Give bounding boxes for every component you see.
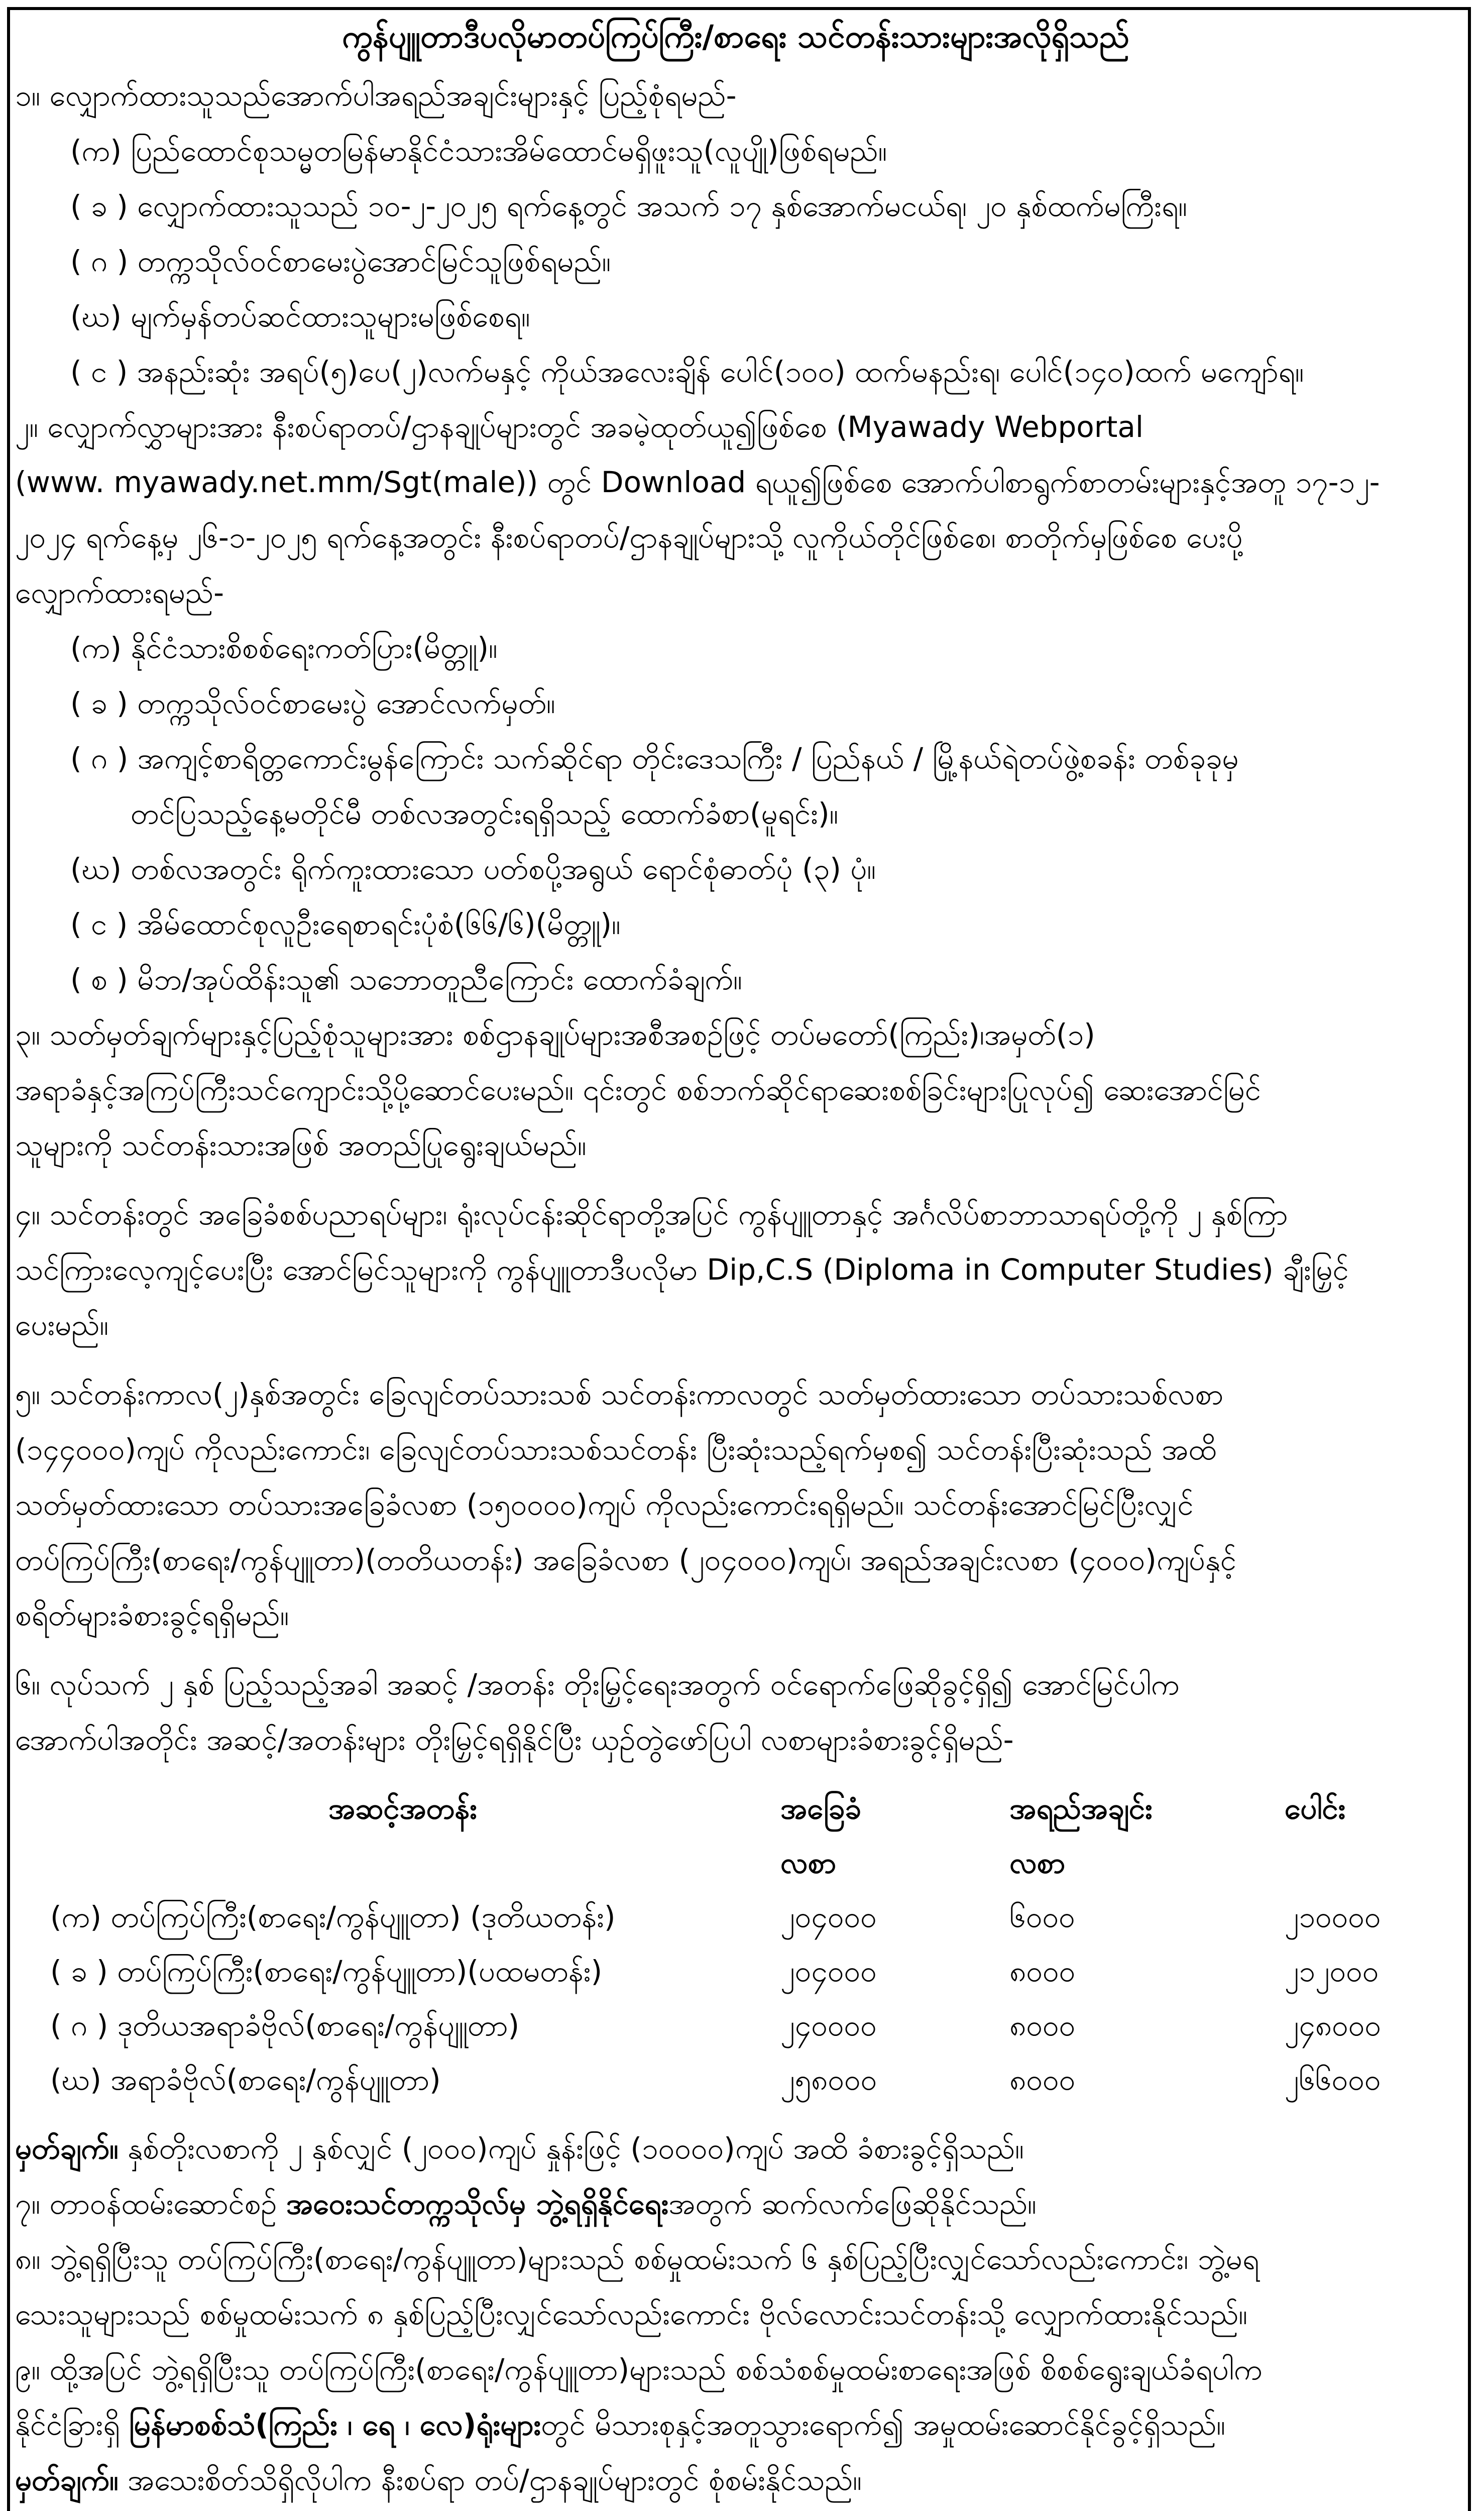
qualification-pay-cell: ၈၀၀၀ [1009, 1954, 1076, 1988]
section-8-line: ၈။ ဘွဲ့ရရှိပြီးသူ တပ်ကြပ်ကြီး(စာရေး/ကွန်ပျူတာ)များသည် စစ်မှုထမ်းသက် ၆ နှစ်ပြည့်ပြီးလျှင်သော်လည်းကောင်း၊ ဘွဲ့မရ [15, 2242, 1260, 2276]
section-5-line: ၅။ သင်တန်းကာလ(၂)နှစ်အတွင်း ခြေလျင်တပ်သားသစ် သင်တန်းကာလတွင် သတ်မှတ်ထားသော တပ်သားသစ်လစာ [15, 1377, 1224, 1411]
section-3-line: ၃။ သတ်မှတ်ချက်များနှင့်ပြည့်စုံသူများအား စစ်ဌာနချုပ်များအစီအစဉ်ဖြင့် တပ်မတော်(ကြည်း)၊အမှတ်(၁) [15, 1017, 1095, 1052]
notice-title: ကွန်ပျူတာဒီပလိုမာတပ်ကြပ်ကြီး/စာရေး သင်တန်းသားများအလိုရှိသည် [342, 18, 1129, 55]
rank-cell: ( ခ ) တပ်ကြပ်ကြီး(စာရေး/ကွန်ပျူတာ)(ပထမတန်း) [50, 1954, 603, 1988]
section-2-line: လျှောက်ထားရမည်- [15, 576, 224, 610]
column-header-rank-sub [50, 1836, 755, 1890]
note-2-text: အသေးစိတ်သိရှိလိုပါက နီးစပ်ရာ တပ်/ဌာနချုပ်များတွင် စုံစမ်းနိုင်သည်။ [118, 2463, 862, 2497]
column-header-basic-sub: လစာ [780, 1846, 836, 1880]
column-header-total: ပေါင်း [1284, 1791, 1346, 1825]
salary-table-header-row-2 [50, 1836, 1381, 1890]
column-header-qualification: အရည်အချင်း [1009, 1791, 1153, 1825]
section-5-line: (၁၄၄၀၀၀)ကျပ် ကိုလည်းကောင်း၊ ခြေလျင်တပ်သားသစ်သင်တန်း ပြီးဆုံးသည့်ရက်မှစ၍ သင်တန်းပြီးဆုံးသည် အထိ [15, 1432, 1217, 1466]
section-5-line: စရိတ်များခံစားခွင့်ရရှိမည်။ [15, 1598, 289, 1632]
note-1-label: မှတ်ချက်။ [15, 2131, 119, 2165]
total-pay-cell: ၂၁၀၀၀၀ [1284, 1900, 1381, 1934]
section-3-line: သူများကို သင်တန်းသားအဖြစ် အတည်ပြုရွေးချယ်မည်။ [15, 1128, 587, 1162]
section-2-item-ga-continued: တင်ပြသည့်နေ့မတိုင်မီ တစ်လအတွင်းရရှိသည့် ထောက်ခံစာ(မူရင်း)။ [131, 796, 839, 831]
column-header-rank: အဆင့်အတန်း [328, 1791, 478, 1825]
basic-pay-cell: ၂၀၄၀၀၀ [780, 1900, 877, 1934]
section-5-line: တပ်ကြပ်ကြီး(စာရေး/ကွန်ပျူတာ)(တတိယတန်း) အခြေခံလစာ (၂၀၄၀၀၀)ကျပ်၊ အရည်အချင်းလစာ (၄၀၀၀)ကျပ်နှင့် [15, 1543, 1237, 1577]
section-9-line: ၉။ ထို့အပြင် ဘွဲ့ရရှိပြီးသူ တပ်ကြပ်ကြီး(စာရေး/ကွန်ပျူတာ)များသည် စစ်သံစစ်မှုထမ်းစာရေးအဖြစ် စိစစ်ရွေးချယ်ခံရပါက [15, 2352, 1263, 2386]
section-2-item-nga: ( င ) အိမ်ထောင်စုလူဦးရေစာရင်းပုံစံ(၆၆/၆)(မိတ္တူ)။ [70, 907, 621, 941]
section-6-line: အောက်ပါအတိုင်း အဆင့်/အတန်းများ တိုးမြှင့်ရရှိနိုင်ပြီး ယှဉ်တွဲဖော်ပြပါ လစာများခံစားခွင့်ရှိမည်- [15, 1723, 1014, 1757]
rank-cell: (ဃ) အရာခံဗိုလ်(စာရေး/ကွန်ပျူတာ) [50, 2063, 441, 2097]
section-1-item-ka: (က) ပြည်ထောင်စုသမ္မတမြန်မာနိုင်ငံသားအိမ်ထောင်မရှိဖူးသူ(လူပျို)ဖြစ်ရမည်။ [70, 134, 887, 168]
salary-table-header-row [50, 1781, 1381, 1836]
total-pay-cell: ၂၁၂၀၀၀ [1284, 1954, 1379, 1988]
section-2-item-ka: (က) နိုင်ငံသားစိစစ်ရေးကတ်ပြား(မိတ္တူ)။ [70, 631, 498, 665]
section-9-line-2 [15, 2397, 1456, 2452]
section-2-item-ga: ( ဂ ) အကျင့်စာရိတ္တကောင်းမွန်ကြောင်း သက်ဆိုင်ရာ တိုင်းဒေသကြီး / ပြည်နယ် / မြို့နယ်ရဲတပ်ဖွဲ့စခန်း တစ်ခုခုမှ [70, 741, 1239, 775]
qualification-pay-cell: ၈၀၀၀ [1009, 2063, 1076, 2097]
notice-content [15, 10, 1456, 2507]
section-6-line: ၆။ လုပ်သက် ၂ နှစ် ပြည့်သည့်အခါ အဆင့် /အတန်း တိုးမြှင့်ရေးအတွက် ဝင်ရောက်ဖြေဆိုခွင့်ရှိ၍ အောင်မြင်ပါက [15, 1667, 1180, 1701]
section-4-line: ပေးမည်။ [15, 1308, 109, 1342]
total-pay-cell: ၂၄၈၀၀၀ [1284, 2008, 1381, 2042]
section-7-post: အတွက် ဆက်လက်ဖြေဆိုနိုင်သည်။ [668, 2187, 1037, 2221]
section-9-pre: နိုင်ငံခြားရှိ [15, 2408, 129, 2442]
section-2-line: ၂။ လျှောက်လွှာများအား နီးစပ်ရာတပ်/ဌာနချုပ်များတွင် အခမဲ့ထုတ်ယူ၍ဖြစ်စေ (Myawady Webportal [15, 410, 1144, 444]
qualification-pay-cell: ၆၀၀၀ [1009, 1900, 1075, 1934]
section-9-bold: မြန်မာစစ်သံ(ကြည်း ၊ ရေ ၊ လေ)ရုံးများ [129, 2408, 541, 2442]
section-1-item-ga: ( ဂ ) တက္ကသိုလ်ဝင်စာမေးပွဲအောင်မြင်သူဖြစ်ရမည်။ [70, 244, 611, 278]
section-2-item-gha: (ဃ) တစ်လအတွင်း ရိုက်ကူးထားသော ပတ်စပို့အရွယ် ရောင်စုံဓာတ်ပုံ (၃) ပုံ။ [70, 852, 876, 886]
note-1-text: နှစ်တိုးလစာကို ၂ နှစ်လျှင် (၂၀၀၀)ကျပ် နှုန်းဖြင့် (၁၀၀၀၀)ကျပ် အထိ ခံစားခွင့်ရှိသည်။ [118, 2131, 1024, 2165]
rank-cell: (က) တပ်ကြပ်ကြီး(စာရေး/ကွန်ပျူတာ) (ဒုတိယတန်း) [50, 1900, 616, 1934]
column-header-basic: အခြေခံ [780, 1791, 861, 1825]
total-pay-cell: ၂၆၆၀၀၀ [1284, 2063, 1381, 2097]
section-8-line: သေးသူများသည် စစ်မှုထမ်းသက် ၈ နှစ်ပြည့်ပြီးလျှင်သော်လည်းကောင်း ဗိုလ်လောင်းသင်တန်းသို့ လျှောက်ထားနိုင်သည်။ [15, 2297, 1247, 2331]
note-2 [15, 2452, 1456, 2507]
salary-table [50, 1781, 1381, 2107]
qualification-pay-cell: ၈၀၀၀ [1009, 2008, 1076, 2042]
table-row [50, 1998, 1381, 2052]
section-7-pre: ၇။ တာဝန်ထမ်းဆောင်စဉ် [15, 2187, 287, 2221]
section-2-line: (www. myawady.net.mm/Sgt(male)) တွင် Download ရယူ၍ဖြစ်စေ အောက်ပါစာရွက်စာတမ်းများနှင့်အတူ ၁၇-၁၂- [15, 465, 1380, 499]
section-4-line: ၄။ သင်တန်းတွင် အခြေခံစစ်ပညာရပ်များ၊ ရုံးလုပ်ငန်းဆိုင်ရာတို့အပြင် ကွန်ပျူတာနှင့် အင်္ဂလိပ်စာဘာသာရပ်တို့ကို ၂ နှစ်ကြာ [15, 1197, 1288, 1231]
table-row [50, 1944, 1381, 1998]
note-1 [15, 2121, 1456, 2176]
section-2-item-sa: ( စ ) မိဘ/အုပ်ထိန်းသူ၏ သဘောတူညီကြောင်း ထောက်ခံချက်။ [70, 962, 742, 996]
section-7-bold: အဝေးသင်တက္ကသိုလ်မှ ဘွဲ့ရရှိနိုင်ရေး [286, 2187, 669, 2221]
table-row [50, 2052, 1381, 2107]
column-header-total-sub [1224, 1836, 1381, 1890]
rank-cell: ( ဂ ) ဒုတိယအရာခံဗိုလ်(စာရေး/ကွန်ပျူတာ) [50, 2008, 520, 2042]
column-header-qualification-sub: လစာ [1009, 1846, 1066, 1880]
section-7 [15, 2176, 1456, 2231]
section-3-line: အရာခံနှင့်အကြပ်ကြီးသင်ကျောင်းသို့ပို့ဆောင်ပေးမည်။ ၎င်းတွင် စစ်ဘက်ဆိုင်ရာဆေးစစ်ခြင်းများပြုလုပ်၍ ဆေးအောင်မြင် [15, 1073, 1262, 1107]
basic-pay-cell: ၂၀၄၀၀၀ [780, 1954, 877, 1988]
section-1-intro: ၁။ လျှောက်ထားသူသည်အောက်ပါအရည်အချင်းများနှင့် ပြည့်စုံရမည်- [15, 78, 737, 112]
section-5-line: သတ်မှတ်ထားသော တပ်သားအခြေခံလစာ (၁၅၀၀၀၀)ကျပ် ကိုလည်းကောင်းရရှိမည်။ သင်တန်းအောင်မြင်ပြီးလျှင် [15, 1488, 1194, 1522]
note-2-label: မှတ်ချက်။ [15, 2463, 119, 2497]
section-1-item-nga: ( င ) အနည်းဆုံး အရပ်(၅)ပေ(၂)လက်မနှင့် ကိုယ်အလေးချိန် ပေါင်(၁၀၀) ထက်မနည်းရ၊ ပေါင်(၁၄၀)ထက် မကျော်ရ။ [70, 355, 1304, 389]
basic-pay-cell: ၂၄၀၀၀၀ [780, 2008, 877, 2042]
section-2-item-kha: ( ခ ) တက္ကသိုလ်ဝင်စာမေးပွဲ အောင်လက်မှတ်။ [70, 686, 555, 720]
section-1-item-gha: (ဃ) မျက်မှန်တပ်ဆင်ထားသူများမဖြစ်စေရ။ [70, 299, 530, 333]
section-9-post: တွင် မိသားစုနှင့်အတူသွားရောက်၍ အမှုထမ်းဆောင်နိုင်ခွင့်ရှိသည်။ [541, 2408, 1225, 2442]
basic-pay-cell: ၂၅၈၀၀၀ [780, 2063, 877, 2097]
table-row [50, 1890, 1381, 1944]
section-2-line: ၂၀၂၄ ရက်နေ့မှ ၂၆-၁-၂၀၂၅ ရက်နေ့အတွင်း နီးစပ်ရာတပ်/ဌာနချုပ်များသို့ လူကိုယ်တိုင်ဖြစ်စေ၊ စာတိုက်မှဖြစ်စေ ပေးပို့ [15, 520, 1243, 554]
section-1-item-kha: ( ခ ) လျှောက်ထားသူသည် ၁၀-၂-၂၀၂၅ ရက်နေ့တွင် အသက် ၁၇ နှစ်အောက်မငယ်ရ၊ ၂၀ နှစ်ထက်မကြီးရ။ [70, 189, 1187, 223]
section-4-line: သင်ကြားလေ့ကျင့်ပေးပြီး အောင်မြင်သူများကို ကွန်ပျူတာဒီပလိုမာ Dip,C.S (Diploma in Computer Studies) ချီးမြှင့် [15, 1252, 1349, 1287]
